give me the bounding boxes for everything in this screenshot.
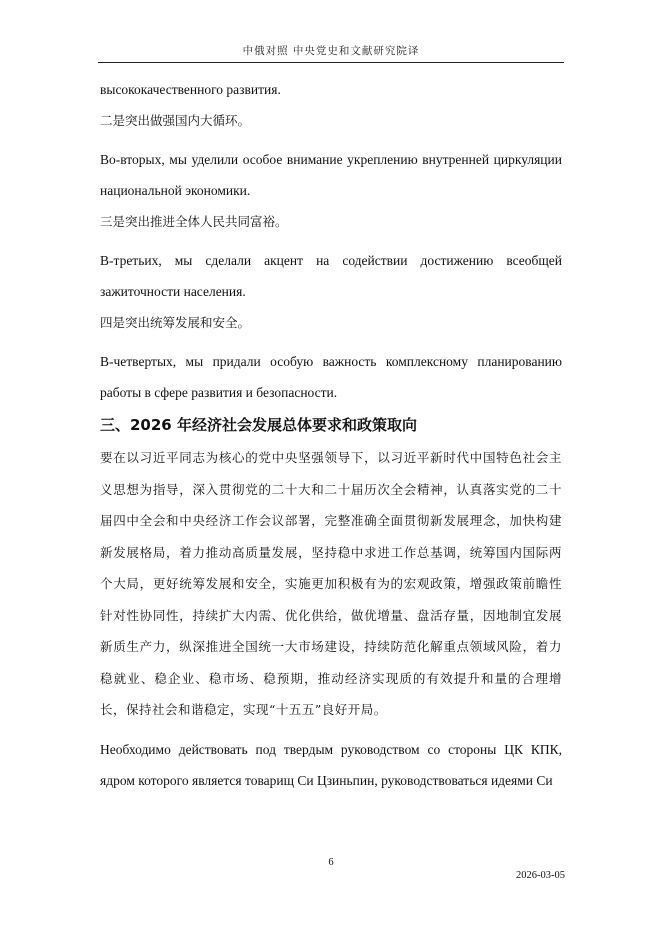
paragraph-zh-2: 二是突出做强国内大循环。 — [100, 113, 251, 128]
paragraph-ru-7: В-четвертых, мы придали особую важность комплексному планированию работы в сфере развития и безопасности. — [100, 354, 562, 400]
page-header: 中俄对照 中央党史和文献研究院译 — [98, 43, 564, 63]
footer-date: 2026-03-05 — [516, 870, 565, 881]
paragraph-zh-8: 要在以习近平同志为核心的党中央坚强领导下，以习近平新时代中国特色社会主义思想为指导，深入贯彻党的二十大和二十届历次全会精神，认真落实党的二十届四中全会和中央经济工作会议部署，完整准确全面贯彻新发展理念，加快构建新发展格局，着力推动高质量发展，坚持稳中求进工作总基调，统筹国内国际两个大局，更好统筹发展和安全，实施更加积极有为的宏观政策，增强政策前瞻性针对性协同性，持续扩大内需、优化供给，做优增量、盘活存量，因地制宜发展新质生产力，纵深推进全国统一大市场建设，持续防范化解重点领域风险，着力稳就业、稳企业、稳市场、稳预期，推动经济实现质的有效提升和量的合理增长，保持社会和谐稳定，实现“十五五”良好开局。 — [100, 450, 562, 717]
paragraph-ru-5: В-третьих, мы сделали акцент на содействии достижению всеобщей зажиточности населения. — [100, 253, 562, 299]
paragraph-ru-1: высококачественного развития. — [100, 82, 281, 97]
paragraph-ru-9: Необходимо действовать под твердым руководством со стороны ЦК КПК, ядром которого является товарищ Си Цзиньпин, руководствоваться идеями Си — [100, 741, 562, 788]
page-number: 6 — [328, 857, 334, 868]
document-body — [100, 74, 562, 796]
paragraph-ru-3: Во-вторых, мы уделили особое внимание укреплению внутренней циркуляции национальной экономики. — [100, 152, 562, 198]
section-heading: 三、2026 年经济社会发展总体要求和政策取向 — [100, 416, 417, 434]
paragraph-zh-6: 四是突出统筹发展和安全。 — [100, 315, 251, 330]
paragraph-zh-4: 三是突出推进全体人民共同富裕。 — [100, 214, 288, 229]
